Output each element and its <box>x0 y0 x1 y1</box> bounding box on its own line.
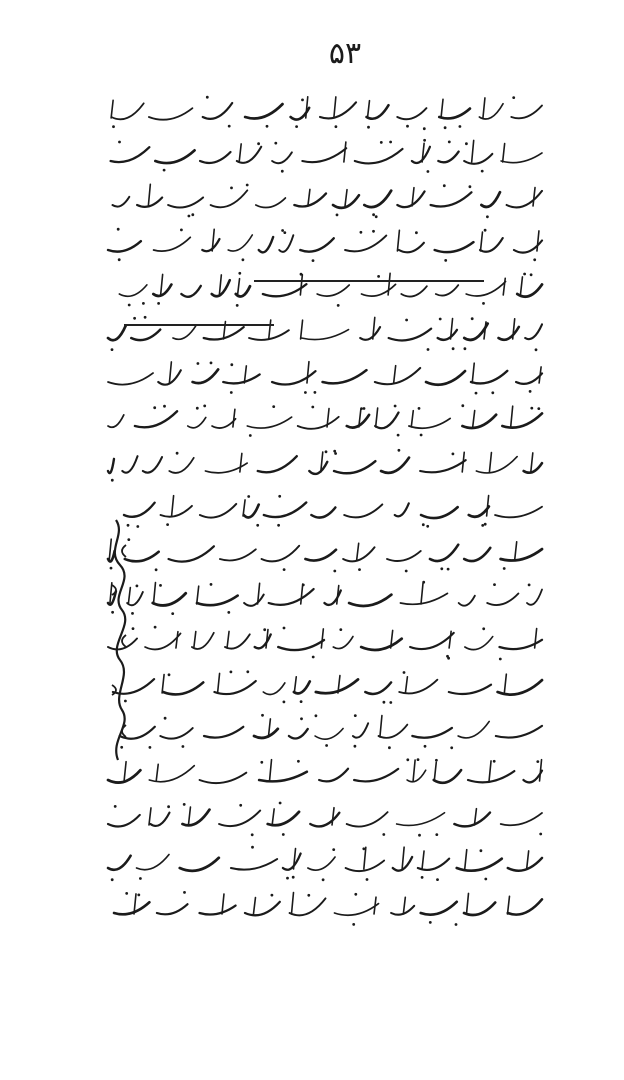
margin-note-script <box>96 515 142 765</box>
manuscript-line <box>104 534 544 574</box>
manuscript-line <box>104 225 544 265</box>
manuscript-line <box>104 446 544 486</box>
line-script <box>104 446 544 486</box>
line-script <box>104 799 544 839</box>
margin-note <box>96 515 142 765</box>
manuscript-line <box>104 180 544 220</box>
line-script <box>104 92 544 132</box>
manuscript-line <box>104 313 544 353</box>
line-script <box>104 888 544 928</box>
line-script <box>104 225 544 265</box>
line-script <box>104 180 544 220</box>
text-underline <box>254 280 484 282</box>
manuscript-line <box>104 578 544 618</box>
manuscript-line <box>104 490 544 530</box>
manuscript-line <box>104 269 544 309</box>
line-script <box>104 755 544 795</box>
line-script <box>104 711 544 751</box>
line-script <box>104 357 544 397</box>
line-script <box>104 578 544 618</box>
manuscript-line <box>104 843 544 883</box>
line-script <box>104 534 544 574</box>
line-script <box>104 490 544 530</box>
manuscript-line <box>104 92 544 132</box>
manuscript-line <box>104 799 544 839</box>
line-script <box>104 843 544 883</box>
manuscript-line <box>104 622 544 662</box>
handwritten-text-block <box>104 92 544 982</box>
line-script <box>104 136 544 176</box>
page-number: ۵۳ <box>328 36 362 71</box>
manuscript-line <box>104 888 544 928</box>
manuscript-line <box>104 401 544 441</box>
line-script <box>104 269 544 309</box>
manuscript-line <box>104 667 544 707</box>
line-script <box>104 622 544 662</box>
manuscript-line <box>104 755 544 795</box>
line-script <box>104 401 544 441</box>
manuscript-line <box>104 357 544 397</box>
text-underline <box>124 324 274 326</box>
manuscript-line <box>104 711 544 751</box>
manuscript-line <box>104 136 544 176</box>
line-script <box>104 313 544 353</box>
line-script <box>104 667 544 707</box>
